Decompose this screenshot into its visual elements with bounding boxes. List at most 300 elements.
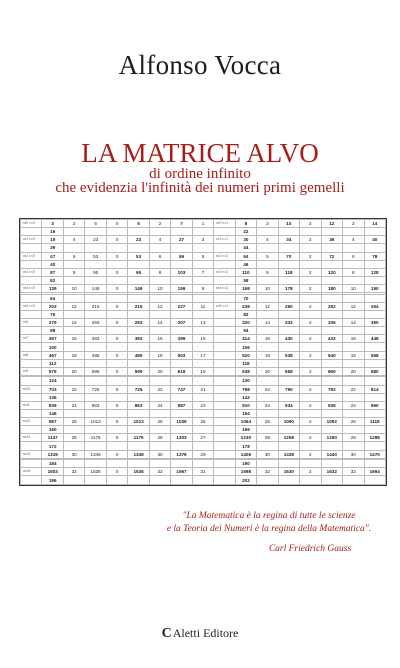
matrix-cell: 0 [106, 268, 127, 276]
matrix-cell [214, 385, 235, 393]
matrix-cell: 12 [343, 302, 364, 310]
matrix-cell: 106 [235, 343, 256, 351]
matrix-cell [300, 476, 321, 485]
matrix-cell [106, 343, 127, 351]
matrix-cell [106, 442, 127, 450]
matrix-cell: 1630 [278, 468, 299, 476]
matrix-cell: 28 [257, 434, 278, 442]
matrix-cell [257, 310, 278, 318]
matrix-cell: 1230 [235, 434, 256, 442]
matrix-cell [85, 276, 106, 284]
matrix-cell [192, 310, 213, 318]
matrix-cell: m10 [21, 385, 42, 393]
matrix-cell: 448 [364, 335, 386, 343]
matrix-cell [85, 476, 106, 485]
matrix-cell [128, 294, 149, 302]
matrix-cell: 28 [63, 434, 84, 442]
matrix-cell [85, 359, 106, 367]
matrix-cell: 307 [171, 319, 192, 327]
matrix-cell: 3 [257, 220, 278, 228]
matrix-cell [257, 426, 278, 434]
matrix-cell [128, 460, 149, 468]
matrix-cell: 16 [63, 335, 84, 343]
matrix-cell [214, 468, 235, 476]
matrix-cell: 203 [42, 302, 63, 310]
matrix-cell: 190 [364, 285, 386, 293]
matrix-cell [85, 228, 106, 236]
matrix-cell: 0 [106, 220, 127, 228]
matrix-cell: 839 [42, 401, 63, 409]
matrix-cell: 887 [171, 401, 192, 409]
matrix-cell [21, 276, 42, 284]
matrix-cell [171, 310, 192, 318]
matrix-row [21, 468, 386, 476]
matrix-cell [85, 409, 106, 417]
matrix-cell: 0 [106, 319, 127, 327]
matrix-row [21, 276, 386, 284]
matrix-cell: 130 [235, 377, 256, 385]
matrix-cell [300, 359, 321, 367]
matrix-row [21, 310, 386, 318]
matrix-cell [171, 426, 192, 434]
matrix-cell: 503 [171, 351, 192, 359]
matrix-cell: 136 [42, 393, 63, 401]
matrix-cell [63, 409, 84, 417]
matrix-cell: 8 [63, 268, 84, 276]
matrix-cell: 430 [278, 335, 299, 343]
matrix-cell: 88 [42, 327, 63, 335]
matrix-cell: 2 [300, 434, 321, 442]
matrix-cell: 12 [257, 302, 278, 310]
matrix-cell: 367 [42, 335, 63, 343]
matrix-cell: 178 [278, 285, 299, 293]
matrix-row [21, 476, 386, 485]
publisher-mark-icon: C [161, 626, 172, 641]
matrix-cell [278, 476, 299, 485]
matrix-cell [192, 377, 213, 385]
matrix-cell [63, 260, 84, 268]
matrix-cell [149, 393, 170, 401]
matrix-cell [321, 260, 342, 268]
matrix-cell: 725 [128, 385, 149, 393]
matrix-cell: 863 [128, 401, 149, 409]
matrix-cell: 25 [192, 418, 213, 426]
matrix-cell [21, 476, 42, 485]
quote-line-2: e la Teoria dei Numeri è la regina della Matematica". [166, 524, 372, 534]
matrix-cell [321, 409, 342, 417]
matrix-cell: 139 [42, 285, 63, 293]
matrix-row [21, 327, 386, 335]
matrix-cell: 0 [106, 351, 127, 359]
matrix-cell [171, 244, 192, 252]
matrix-cell [21, 228, 42, 236]
matrix-cell: 1175 [85, 434, 106, 442]
matrix-cell: 72 [321, 252, 342, 260]
gauss-quote [150, 510, 388, 536]
matrix-cell [171, 343, 192, 351]
matrix-cell: 5 [192, 252, 213, 260]
matrix-cell [149, 460, 170, 468]
matrix-cell [343, 393, 364, 401]
matrix-cell [364, 409, 386, 417]
matrix-cell: 768 [235, 385, 256, 393]
matrix-cell [192, 228, 213, 236]
matrix-row [21, 460, 386, 468]
matrix-cell: 26 [63, 418, 84, 426]
matrix-cell [257, 260, 278, 268]
matrix-cell [343, 276, 364, 284]
matrix-cell [257, 228, 278, 236]
matrix-cell [214, 367, 235, 375]
matrix-cell [257, 377, 278, 385]
matrix-cell [364, 442, 386, 450]
matrix-cell: 1092 [321, 418, 342, 426]
matrix-cell [192, 393, 213, 401]
matrix-cell: 2 [300, 401, 321, 409]
matrix-cell [321, 377, 342, 385]
matrix-cell [214, 351, 235, 359]
matrix-cell [85, 327, 106, 335]
matrix-cell: m13 [21, 434, 42, 442]
matrix-cell [128, 276, 149, 284]
matrix-cell: 414 [235, 335, 256, 343]
matrix-cell: 336 [321, 319, 342, 327]
matrix-cell: 20 [63, 367, 84, 375]
matrix-cell: 24 [63, 401, 84, 409]
matrix-cell: 792 [321, 385, 342, 393]
matrix-cell [149, 476, 170, 485]
matrix-cell [214, 450, 235, 458]
matrix-cell: 18 [63, 351, 84, 359]
matrix-cell: 78 [364, 252, 386, 260]
matrix-cell: 2 [300, 450, 321, 458]
matrix-cell [149, 426, 170, 434]
matrix-cell: 30 [257, 450, 278, 458]
matrix-cell: 250 [278, 302, 299, 310]
matrix-cell: 19 [192, 367, 213, 375]
matrix-cell: 16 [343, 335, 364, 343]
matrix-cell [128, 343, 149, 351]
matrix-cell [321, 244, 342, 252]
matrix-cell: 0 [106, 401, 127, 409]
matrix-row [21, 351, 386, 359]
matrix-cell [171, 409, 192, 417]
matrix-cell [214, 294, 235, 302]
matrix-cell [192, 327, 213, 335]
matrix-cell: 1147 [42, 434, 63, 442]
matrix-cell [321, 310, 342, 318]
matrix-cell: 1349 [128, 450, 149, 458]
matrix-cell [171, 260, 192, 268]
matrix-cell [21, 327, 42, 335]
subtitle-line-1: di ordine infinito [149, 166, 251, 182]
matrix-cell [343, 426, 364, 434]
matrix-cell: 26 [343, 418, 364, 426]
matrix-cell [63, 460, 84, 468]
matrix-cell: 30 [235, 236, 256, 244]
matrix-cell: 44 [235, 244, 256, 252]
matrix-cell: 32 [257, 468, 278, 476]
matrix-cell [192, 244, 213, 252]
matrix-cell [300, 276, 321, 284]
matrix-cell [214, 409, 235, 417]
matrix-cell: 2 [300, 367, 321, 375]
matrix-cell: 24 [343, 401, 364, 409]
matrix-cell: 15 [192, 335, 213, 343]
matrix-cell [21, 244, 42, 252]
matrix-cell: 558 [364, 351, 386, 359]
matrix-cell: 87 [42, 268, 63, 276]
matrix-cell [278, 409, 299, 417]
matrix-cell [364, 460, 386, 468]
matrix-cell [343, 327, 364, 335]
matrix-cell: 95 [128, 268, 149, 276]
matrix-cell [171, 377, 192, 385]
matrix-cell: 30 [149, 450, 170, 458]
matrix-cell [63, 393, 84, 401]
matrix-cell: 747 [171, 385, 192, 393]
matrix-cell: 0 [106, 434, 127, 442]
subtitle-line-2: che evidenzia l'infinità dei numeri primi gemelli [55, 180, 345, 196]
matrix-cell [128, 377, 149, 385]
matrix-cell: 7 [192, 268, 213, 276]
matrix-cell: 1535 [128, 468, 149, 476]
matrix-cell: 2 [300, 335, 321, 343]
matrix-cell: 619 [171, 367, 192, 375]
matrix-cell [214, 260, 235, 268]
matrix-cell: 178 [235, 442, 256, 450]
matrix-cell [343, 460, 364, 468]
matrix-row [21, 409, 386, 417]
matrix-row [21, 268, 386, 276]
matrix-cell [278, 393, 299, 401]
matrix-cell: 100 [42, 343, 63, 351]
matrix-cell: 8 [343, 268, 364, 276]
matrix-cell [364, 294, 386, 302]
matrix-cell: 1408 [235, 450, 256, 458]
matrix-cell [149, 260, 170, 268]
matrix-cell [63, 359, 84, 367]
matrix-cell [106, 409, 127, 417]
matrix-row [21, 244, 386, 252]
matrix-cell [364, 327, 386, 335]
matrix-cell: 934 [278, 401, 299, 409]
matrix-cell [149, 244, 170, 252]
matrix-cell: 1090 [278, 418, 299, 426]
matrix-cell [128, 426, 149, 434]
matrix-cell [128, 228, 149, 236]
matrix-cell: 39 [42, 244, 63, 252]
matrix-cell [214, 335, 235, 343]
matrix-cell: 10 [278, 220, 299, 228]
matrix-cell [85, 442, 106, 450]
matrix-cell: 18 [149, 351, 170, 359]
matrix-cell [106, 244, 127, 252]
matrix-cell: 2 [300, 252, 321, 260]
matrix-cell [192, 343, 213, 351]
matrix-cell [278, 327, 299, 335]
matrix-cell: 2 [149, 220, 170, 228]
matrix-cell: 6 [149, 252, 170, 260]
matrix-cell [343, 343, 364, 351]
matrix-cell [171, 294, 192, 302]
matrix-cell [192, 260, 213, 268]
matrix-cell: 22 [149, 385, 170, 393]
matrix-cell [214, 460, 235, 468]
matrix-cell [192, 442, 213, 450]
matrix-cell: 18 [257, 351, 278, 359]
matrix-cell [214, 359, 235, 367]
matrix-cell: 70 [235, 294, 256, 302]
matrix-cell [106, 476, 127, 485]
matrix-row [21, 377, 386, 385]
matrix-cell [214, 418, 235, 426]
matrix-cell: 32 [63, 468, 84, 476]
matrix-cell: 680 [364, 367, 386, 375]
matrix-cell [21, 310, 42, 318]
matrix-cell: 0 [106, 418, 127, 426]
matrix-cell [257, 327, 278, 335]
matrix-cell: 12 [149, 302, 170, 310]
matrix-cell: 184 [42, 460, 63, 468]
matrix-row [21, 450, 386, 458]
matrix-cell [343, 442, 364, 450]
matrix-cell: 5 [85, 220, 106, 228]
matrix-cell: 70 [278, 252, 299, 260]
matrix-cell: 26 [149, 418, 170, 426]
matrix-cell [214, 327, 235, 335]
matrix-cell: 4 [149, 236, 170, 244]
matrix-cell: 31 [192, 468, 213, 476]
matrix-cell: 94 [235, 327, 256, 335]
matrix-cell [278, 244, 299, 252]
matrix-cell: 3 [42, 220, 63, 228]
matrix-table [20, 219, 386, 485]
quote-author: Carl Friedrich Gauss [268, 544, 352, 554]
matrix-cell: 29 [192, 450, 213, 458]
matrix-cell [214, 393, 235, 401]
matrix-cell: 24 [149, 401, 170, 409]
matrix-cell [257, 294, 278, 302]
matrix-cell [257, 244, 278, 252]
matrix-cell: 26 [257, 418, 278, 426]
matrix-cell: 76 [42, 310, 63, 318]
matrix-cell: 22 [343, 385, 364, 393]
matrix-cell [106, 426, 127, 434]
matrix-cell [171, 476, 192, 485]
matrix-cell: 638 [235, 367, 256, 375]
matrix-cell: 910 [235, 401, 256, 409]
matrix-cell: 8 [149, 268, 170, 276]
matrix-cell: 32 [149, 468, 170, 476]
matrix-cell [321, 476, 342, 485]
matrix-cell: 703 [42, 385, 63, 393]
matrix-cell: 2 [300, 285, 321, 293]
matrix-cell: 36 [321, 236, 342, 244]
matrix-cell [192, 294, 213, 302]
matrix-cell [278, 294, 299, 302]
matrix-cell: 4 [63, 236, 84, 244]
matrix-cell [149, 228, 170, 236]
matrix-cell: 658 [278, 367, 299, 375]
matrix-cell: 10 [257, 285, 278, 293]
matrix-cell [21, 343, 42, 351]
matrix-cell: 24 [257, 401, 278, 409]
matrix-cell [106, 276, 127, 284]
matrix-cell: 215 [128, 302, 149, 310]
matrix-cell [128, 393, 149, 401]
matrix-cell: m5 c=0 [21, 302, 42, 310]
matrix-cell: 23 [192, 401, 213, 409]
matrix-cell: 14 [364, 220, 386, 228]
matrix-cell [321, 343, 342, 351]
matrix-cell [106, 260, 127, 268]
matrix-cell [171, 393, 192, 401]
matrix-cell [149, 442, 170, 450]
matrix-row [21, 335, 386, 343]
matrix-cell: 149 [128, 285, 149, 293]
matrix-cell: 40 [42, 260, 63, 268]
matrix-cell [214, 476, 235, 485]
matrix-cell [300, 327, 321, 335]
matrix-cell: 30 [63, 450, 84, 458]
matrix-cell: m6 [21, 319, 42, 327]
matrix-cell: 17 [192, 351, 213, 359]
matrix-cell [21, 460, 42, 468]
matrix-cell: 0 [106, 335, 127, 343]
matrix-cell: 22 [63, 385, 84, 393]
matrix-cell: 6 [343, 252, 364, 260]
matrix-cell [278, 359, 299, 367]
matrix-cell: 202 [235, 476, 256, 485]
matrix-cell: 10 [149, 285, 170, 293]
matrix-cell: 1039 [171, 418, 192, 426]
matrix-row [21, 319, 386, 327]
matrix-cell [106, 377, 127, 385]
matrix-cell [364, 476, 386, 485]
matrix-cell: 599 [128, 367, 149, 375]
matrix-cell [214, 343, 235, 351]
matrix-cell: 4 [343, 236, 364, 244]
matrix-row [21, 302, 386, 310]
matrix-cell [300, 377, 321, 385]
matrix-cell [149, 377, 170, 385]
matrix-row [21, 252, 386, 260]
matrix-cell [63, 294, 84, 302]
matrix-cell: 1203 [171, 434, 192, 442]
matrix-cell: 21 [192, 385, 213, 393]
matrix-cell: 3 [192, 236, 213, 244]
matrix-cell: 172 [42, 442, 63, 450]
matrix-cell [321, 327, 342, 335]
matrix-cell: m3 c=0 [21, 268, 42, 276]
matrix-cell [128, 359, 149, 367]
matrix-cell: 59 [171, 252, 192, 260]
matrix-cell [321, 442, 342, 450]
matrix-cell: 23 [128, 236, 149, 244]
matrix-cell [321, 228, 342, 236]
matrix-cell: m4 c=0 [21, 285, 42, 293]
matrix-cell: 180 [321, 285, 342, 293]
matrix-cell: 5 [128, 220, 149, 228]
matrix-cell [278, 377, 299, 385]
matrix-cell: 2 [300, 302, 321, 310]
matrix-cell: m15 [21, 468, 42, 476]
matrix-cell: 159 [171, 285, 192, 293]
matrix-cell [364, 228, 386, 236]
matrix-cell [300, 244, 321, 252]
matrix-cell: 1535 [85, 468, 106, 476]
